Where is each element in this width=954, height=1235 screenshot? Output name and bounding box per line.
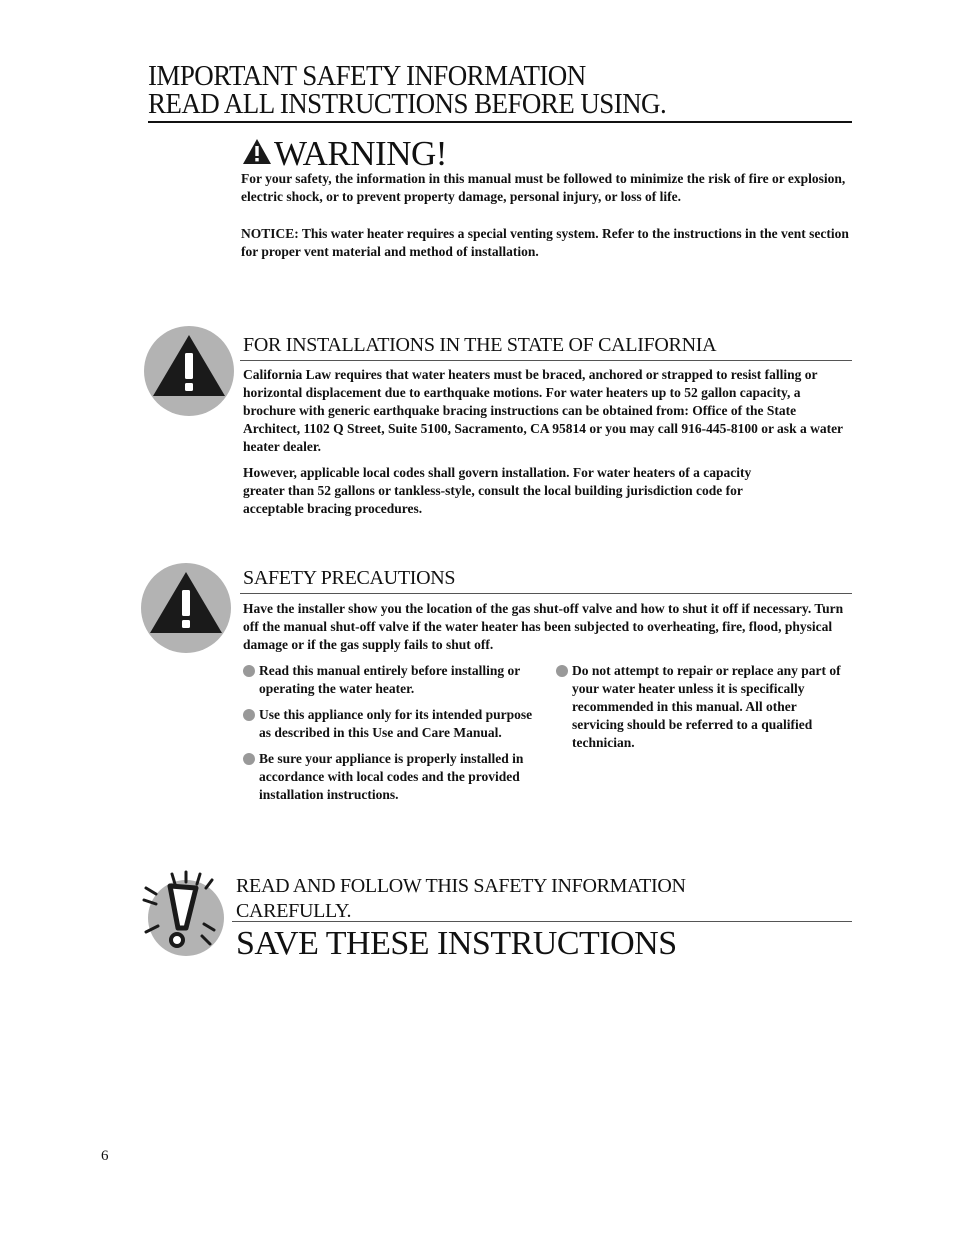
bullet-dot-icon [556, 665, 568, 677]
precautions-intro: Have the installer show you the location of the gas shut-off valve and how to shut it off if necessary. Turn off the manual shut-off valve if the water heater has been subjected to overheating, fire, flood, physical damage or if the gas supply fails to shut off. [243, 601, 844, 652]
bullet-dot-icon [243, 753, 255, 765]
warning-body [241, 170, 853, 261]
california-para-2: However, applicable local codes shall govern installation. For water heaters of a capacity greater than 52 gallons or tankless-style, consult the local building jurisdiction code for acceptable bracing procedures. [243, 465, 752, 516]
list-item: Do not attempt to repair or replace any part of your water heater unless it is specifically recommended in this manual. All other servicing should be referred to a qualified technician. [556, 662, 846, 752]
warning-title-text: WARNING! [274, 134, 447, 173]
precautions-left-list [243, 662, 533, 812]
header-line-1: IMPORTANT SAFETY INFORMATION [148, 60, 586, 92]
california-para-1: California Law requires that water heaters must be braced, anchored or strapped to resist falling or horizontal displacement due to earthquake motions. For water heaters up to 52 gallon capacity, a brochure with generic earthquake bracing instructions can be obtained from: Office of the State Architect, 1102 Q Street, Suite 5100, Sacramento, CA 95814 or you may call 916-445-8100 or ask a water heater dealer. [243, 367, 843, 454]
footer-divider [232, 921, 852, 922]
footer-notice-line-1: READ AND FOLLOW THIS SAFETY INFORMATION [236, 875, 686, 897]
save-instructions-heading: SAVE THESE INSTRUCTIONS [236, 925, 677, 962]
list-item: Use this appliance only for its intended purpose as described in this Use and Care Manual. [243, 706, 533, 742]
california-divider [240, 360, 852, 361]
california-body [243, 366, 853, 518]
caution-exclamation-icon [144, 326, 234, 416]
list-item: Be sure your appliance is properly installed in accordance with local codes and the provided installation instructions. [243, 750, 525, 804]
california-title: FOR INSTALLATIONS IN THE STATE OF CALIFORNIA [243, 334, 717, 356]
header-divider [148, 121, 852, 123]
header-line-2: READ ALL INSTRUCTIONS BEFORE USING. [148, 88, 667, 120]
precautions-divider [240, 593, 852, 594]
precautions-right-list [556, 662, 846, 760]
footer-notice [236, 874, 686, 924]
footer-notice-line-2: CAREFULLY. [236, 900, 352, 922]
bullet-dot-icon [243, 709, 255, 721]
caution-exclamation-icon [141, 563, 231, 653]
warning-triangle-icon [242, 138, 272, 165]
attention-exclamation-icon [140, 870, 232, 962]
notice-text: NOTICE: This water heater requires a special venting system. Refer to the instructions in the vent section for proper vent material and method of installation. [241, 226, 849, 259]
list-item: Read this manual entirely before installing or operating the water heater. [243, 662, 533, 698]
page-number: 6 [101, 1148, 109, 1164]
warning-title [242, 135, 447, 173]
precautions-title: SAFETY PRECAUTIONS [243, 567, 456, 589]
warning-text: For your safety, the information in this manual must be followed to minimize the risk of fire or explosion, electric shock, or to prevent property damage, personal injury, or loss of life. [241, 171, 846, 204]
bullet-dot-icon [243, 665, 255, 677]
page-header [148, 62, 803, 118]
